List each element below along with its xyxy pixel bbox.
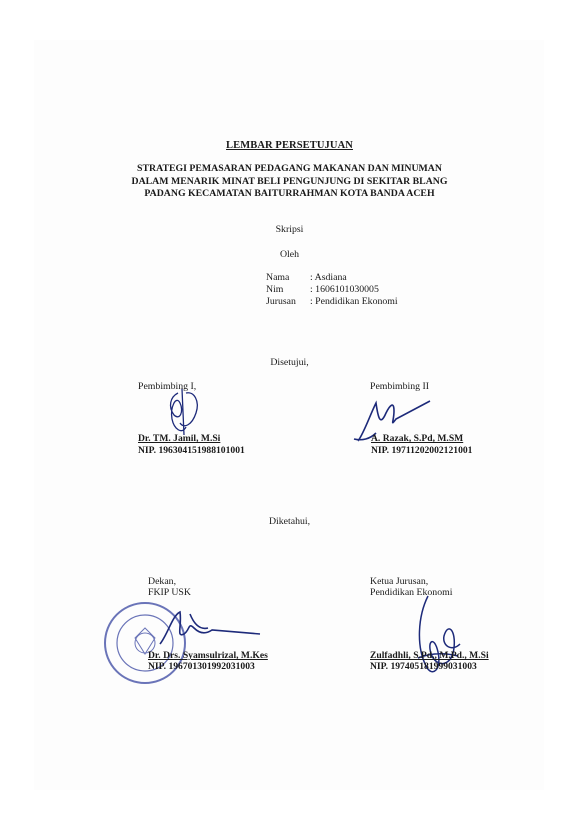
supervisor-2-role: Pembimbing II [370,381,430,392]
dean-name: Dr. Drs. Syamsulrizal, M.Kes [148,650,268,661]
dean-role: Dekan, [148,576,177,587]
identity-row-nim [266,284,398,296]
identity-label: Nama [266,272,290,283]
supervisor-1-role: Pembimbing I, [138,381,197,392]
identity-row-department [266,296,398,308]
identity-value: : Asdiana [310,272,347,283]
thesis-title-line: PADANG KECAMATAN BAITURRAHMAN KOTA BANDA ACEH [144,188,435,199]
department-head-name: Zulfadhli, S.Pd., M.Pd., M.Si [370,650,489,661]
identity-label: Jurusan [266,295,296,307]
thesis-title-line: STRATEGI PEMASARAN PEDAGANG MAKANAN DAN MINUMAN [137,163,442,174]
supervisor-2-nip: NIP. 19711202002121001 [371,445,473,456]
dean-faculty: FKIP USK [148,587,191,598]
document-type: Skripsi [275,224,304,235]
student-identity [266,272,398,307]
identity-label: Nim [266,283,284,295]
approved-label: Disetujui, [270,357,309,368]
thesis-title-line: DALAM MENARIK MINAT BELI PENGUNJUNG DI SEKITAR BLANG [131,175,448,187]
supervisor-2-name: A. Razak, S.Pd, M.SM [371,433,464,444]
department-head-role: Ketua Jurusan, [370,576,429,587]
department-head-nip: NIP. 197405181999031003 [370,661,477,672]
identity-row-name [266,272,398,284]
dean-signature [150,604,270,652]
identity-value: : Pendidikan Ekonomi [310,295,398,307]
page-heading: LEMBAR PERSETUJUAN [226,140,353,151]
identity-value: : 1606101030005 [310,283,379,295]
supervisor-1-name: Dr. TM. Jamil, M.Si [138,433,221,444]
department-head-program: Pendidikan Ekonomi [370,587,453,598]
supervisor-1-nip: NIP. 196304151988101001 [138,445,245,456]
dean-nip: NIP. 196701301992031003 [148,661,255,672]
by-label: Oleh [279,249,300,260]
thesis-title [0,163,579,201]
acknowledged-label: Diketahui, [268,516,311,527]
